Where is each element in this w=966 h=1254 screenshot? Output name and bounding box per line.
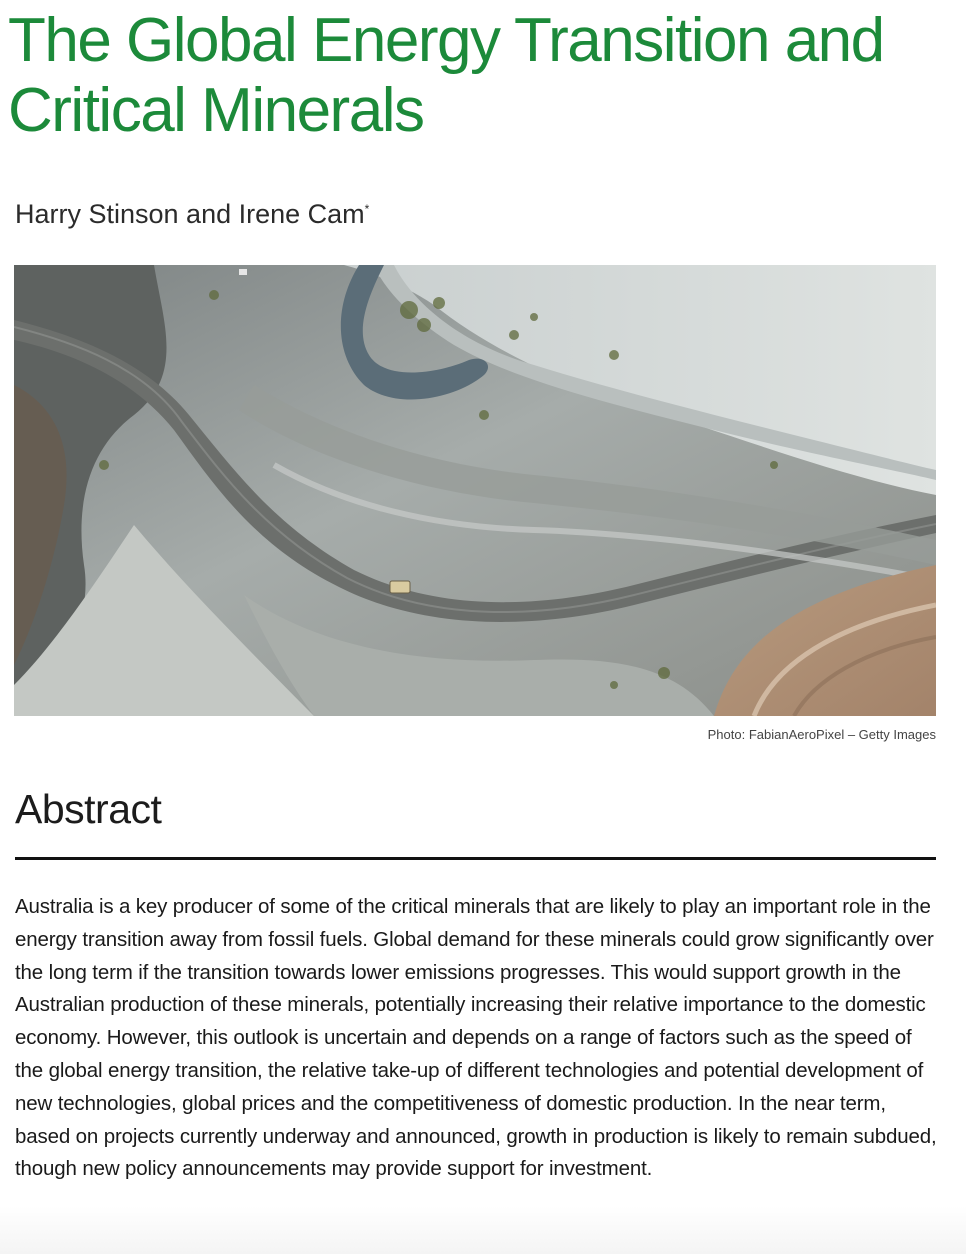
abstract-text: Australia is a key producer of some of the critical minerals that are likely to play an important role in the energy transition away from fossil fuels. Global demand for these minerals could grow significantly over the long term if the transition towards lower emissions progresses. This would support growth in the Australian production of these minerals, potentially increasing their relative importance to the domestic economy. However, this outlook is uncertain and depends on a range of factors such as the speed of the global energy transition, the relative take-up of different technologies and potential development of new technologies, global prices and the competitiveness of domestic production. In the near term, based on projects currently underway and announced, growth in production is likely to remain subdued, though new policy announcements may provide support for investment. <box>15 895 937 1181</box>
photo-caption: Photo: FabianAeroPixel – Getty Images <box>707 727 936 742</box>
section-divider <box>15 857 936 860</box>
bottom-fade <box>0 1206 966 1254</box>
abstract-heading: Abstract <box>15 786 162 832</box>
mine-illustration <box>14 265 936 716</box>
aerial-mine-photo <box>14 265 936 716</box>
author-line <box>15 196 369 232</box>
page-title: The Global Energy Transition and Critical Minerals <box>8 6 884 145</box>
author-footnote-marker: * <box>364 202 370 216</box>
author-names: Harry Stinson and Irene Cam <box>15 199 365 229</box>
